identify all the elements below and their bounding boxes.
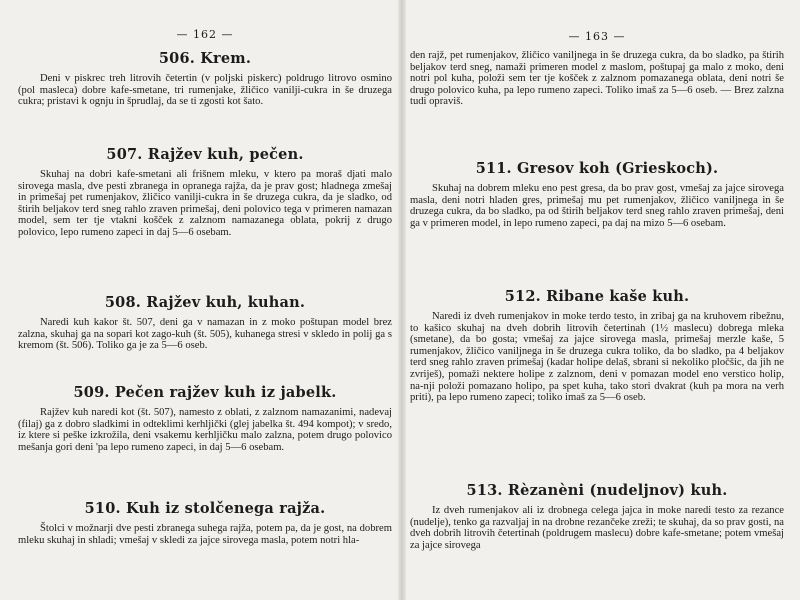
recipe-text: den rajž, pet rumenjakov, žličico vaniljnega in še druzega cukra, da bo sladko, pa štirih beljakov terd sneg, namaži primeren model z maslom, poštupaj ga malo z moko, deni notri pol kuha, položi sem ter tje košček z zalznom pomazanega oblata, deni notri še drugo polovico kuha, pa lepo rumeno zapeci. Toliko imaš za 5—6 oseb. — Brez zalzna tudi opraviš. (410, 50, 784, 108)
recipe-511 (410, 160, 784, 229)
right-page-number: — 163 — (568, 30, 626, 43)
right-page (410, 0, 784, 600)
recipe-title: 512. Ribane kaše kuh. (504, 288, 690, 305)
recipe-title: 507. Rajžev kuh, pečen. (106, 146, 304, 163)
recipe-title: 511. Gresov koh (Grieskoch). (475, 160, 719, 177)
left-page (18, 0, 392, 600)
recipe-text: Skuhaj na dobrem mleku eno pest gresa, da bo prav gost, vmešaj za jajce sirovega masla, deni notri hladen gres, primešaj mu pet rumenjakov, žličico vaniljnega in še druzega cukra, da bo sladko, pa od štirih beljakov terd sneg rahlo zraven primešaj, deni ga v primeren model, in lepo rumeno zapeci, pa daj na mizo 5—6 osebam. (410, 183, 784, 229)
recipe-title: 510. Kuh iz stolčenega rajža. (84, 500, 326, 517)
recipe-title: 506. Krem. (158, 50, 252, 67)
recipe-507 (18, 146, 392, 239)
recipe-text: Deni v piskrec treh litrovih četertin (v poljski piskerc) poldrugo litrovo osmino (pol masleca) dobre kafe-smetane, tri rumenjake, žličico vanilji-cukra in še druzega cukra; pristavi k ognju in šprudlaj, da se ti zgosti kot šato. (18, 73, 392, 108)
book-gutter (398, 0, 406, 600)
recipe-text: Iz dveh rumenjakov ali iz drobnega celega jajca in moke naredi testo za rezance (nudelje), tenko ga razvaljaj in na drobne rezančeke zreži; te skuhaj, da so prav gosti, na dveh dobrih litrovih četertinah (poldrugem maslecu) dobre kafe-smetane; potem vmešaj za jajce sirovega (410, 505, 784, 551)
recipe-513 (410, 482, 784, 551)
recipe-text: Štolci v možnarji dve pesti zbranega suhega rajža, potem pa, da je gost, na dobrem mleku skuhaj in shladi; vmešaj v skledi za jajce sirovega masla, potem notri hla- (18, 523, 392, 546)
recipe-512 (410, 288, 784, 404)
recipe-506 (18, 50, 392, 108)
recipe-509 (18, 384, 392, 453)
recipe-text: Naredi iz dveh rumenjakov in moke terdo testo, in zribaj ga na kruhovem ribežnu, to kašico skuhaj na dveh dobrih litrovih četertinah (1½ maslecu) dobrega mleka (smetane), da bo gosta; vmešaj za jajce sirovega masla, primešaj merzle kaše, 5 rumenjakov, žličico vaniljnega in še druzega cukra toliko, da bo sladko, pa 4 beljakov terd sneg rahlo zraven primešaj (kadar holipe delaš, sbrani si nekoliko pločšic, da jih ne zvriješ), pomaži nektere holipe z zalznom, deni v pomazan model eno verstico holip, na-nji položi pomazano holipo, pa spet kuha, tako stori dvakrat (kuh pa mora na verh priti), pa lepo rumeno zapeci; toliko imaš za 5—6 oseb. (410, 311, 784, 404)
recipe-text: Rajžev kuh naredi kot (št. 507), namesto z oblati, z zalznom namazanimi, nadevaj (filaj) ga z dobro sladkimi in odteklimi kerhljički (glej jabelka št. 494 kompot); v sredo, iz ktere si peške izkrožila, deni vsakemu kerhljičku malo zalzna, potem drugo polovico mešanja gori deni 'pa lepo rumeno zapeci, in daj 5—6 osebam. (18, 407, 392, 453)
recipe-text: Skuhaj na dobri kafe-smetani ali frišnem mleku, v ktero pa moraš djati malo sirovega masla, dve pesti zbranega in opranega rajža, da je prav gost; hladnega zmešaj in primešaj pet rumenjakov, žličico vanilji-cukra in še druzega cukra, da je sladko, od štirih beljakov terd sneg rahlo zraven primešaj, deni polovico tega v primeren namazan model, sem ter tje vtakni košček z zalznom namazanega oblata, pokrij z drugo polovico, lepo rumeno zapeci in daj 5—6 osebam. (18, 169, 392, 238)
recipe-title: 513. Rèzanèni (nudeljnov) kuh. (466, 482, 728, 499)
recipe-title: 509. Pečen rajžev kuh iz jabelk. (73, 384, 337, 401)
recipe-508 (18, 294, 392, 352)
recipe-510-continued (410, 50, 784, 108)
recipe-title: 508. Rajžev kuh, kuhan. (104, 294, 306, 311)
left-page-number: — 162 — (176, 28, 234, 41)
recipe-510 (18, 500, 392, 546)
recipe-text: Naredi kuh kakor št. 507, deni ga v namazan in z moko poštupan model brez zalzna, skuhaj ga na sopari kot zago-kuh (št. 505), kuhanega stresi v skledo in polij ga s kremom (št. 506). Toliko ga je za 5—6 oseb. (18, 317, 392, 352)
